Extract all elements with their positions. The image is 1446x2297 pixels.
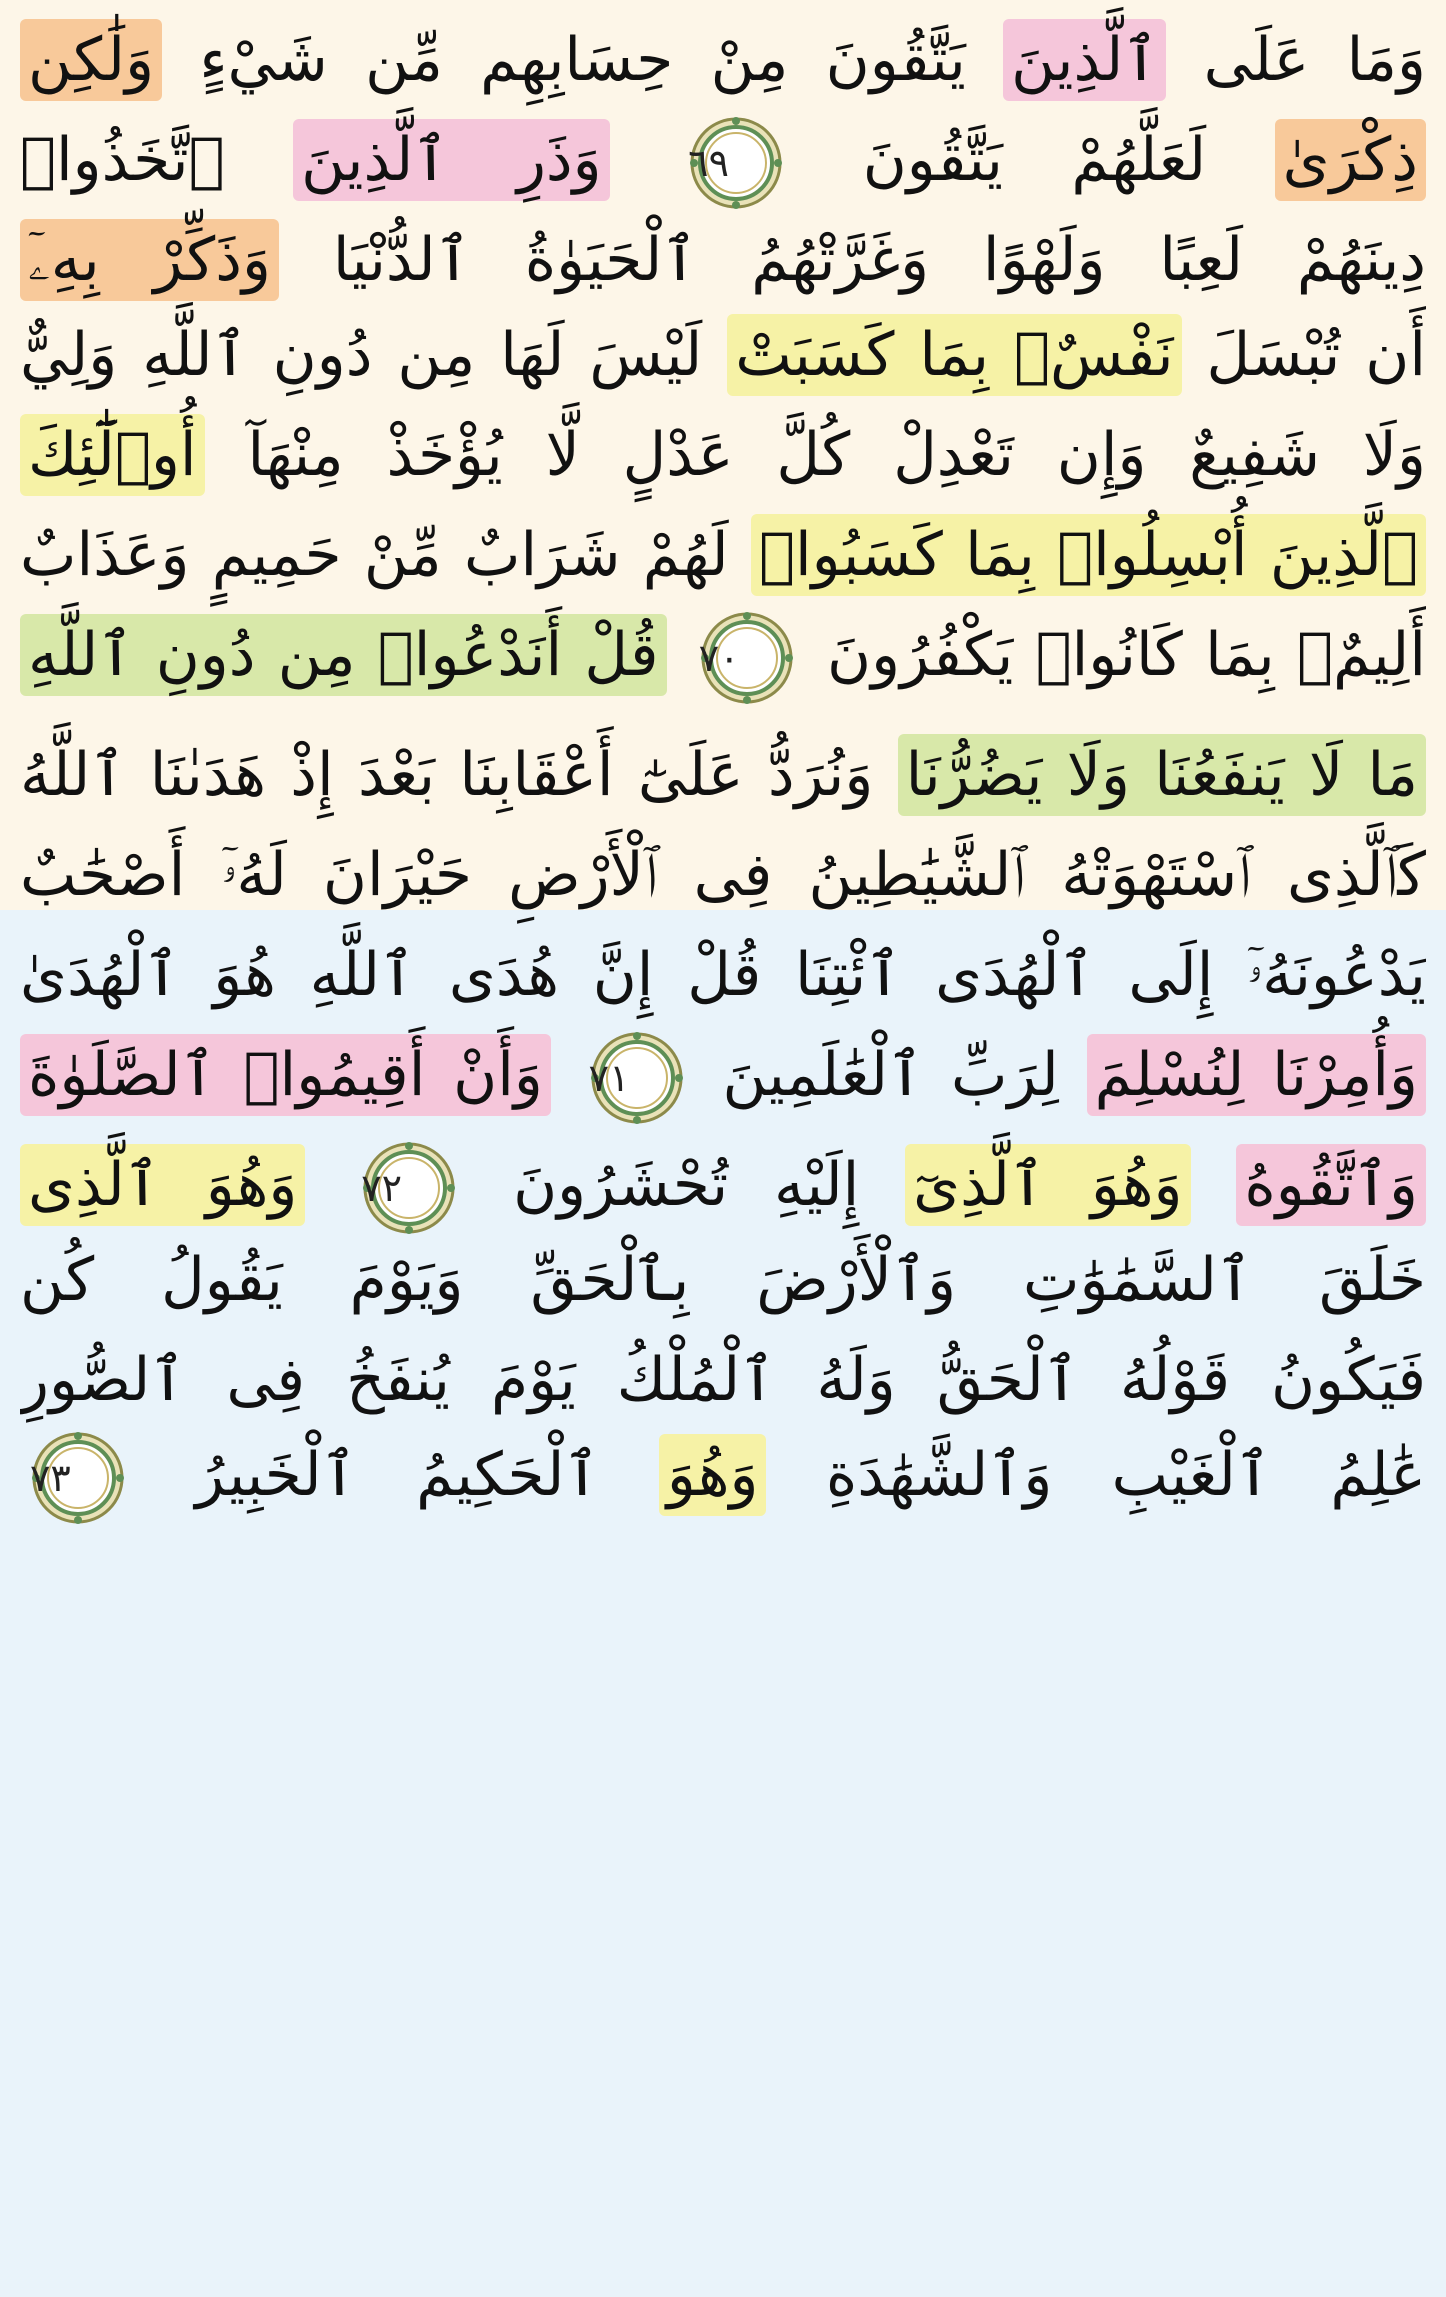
ayah-number: ٦٩ [688, 141, 729, 186]
verse-line [20, 1015, 1426, 1135]
highlighted-phrase-pink: وَأُمِرْنَا لِنُسْلِمَ [1087, 1034, 1426, 1116]
highlighted-phrase-pink: وَذَرِ ٱلَّذِينَ [293, 119, 610, 201]
highlighted-phrase-yellow: أُو۟لَٰٓئِكَ [20, 414, 205, 496]
verse-text: وَمَا عَلَى [1203, 25, 1426, 95]
highlighted-phrase-orange: وَذَكِّرْ بِهِۦٓ [20, 219, 279, 301]
verse-text: لِرَبِّ ٱلْعَٰلَمِينَ [722, 1040, 1059, 1110]
verse-text: لَهُمْ شَرَابٌ مِّنْ حَمِيمٍ وَعَذَابٌ [20, 520, 729, 590]
ayah-end-marker [699, 610, 795, 706]
highlighted-phrase-yellow: ٱلَّذِينَ أُبْسِلُوا۟ بِمَا كَسَبُوا۟ [751, 514, 1426, 596]
highlighted-phrase-green: قُلْ أَنَدْعُوا۟ مِن دُونِ ٱللَّهِ [20, 614, 667, 696]
verse-text: فَيَكُونُ قَوْلُهُ ٱلْحَقُّ وَلَهُ ٱلْمُلْكُ يَوْمَ يُنفَخُ فِى ٱلصُّورِ [20, 1345, 1426, 1415]
verse-text: لَعَلَّهُمْ يَتَّقُونَ [862, 125, 1207, 195]
verse-text: يَدْعُونَهُۥٓ إِلَى ٱلْهُدَى ٱئْتِنَا قُلْ إِنَّ هُدَى ٱللَّهِ هُوَ ٱلْهُدَىٰ [20, 940, 1426, 1010]
ayah-number: ٧٣ [30, 1456, 71, 1501]
verse-text: دِينَهُمْ لَعِبًا وَلَهْوًا وَغَرَّتْهُمُ ٱلْحَيَوٰةُ ٱلدُّنْيَا [332, 225, 1426, 295]
highlighted-phrase-yellow: وَهُوَ [659, 1434, 767, 1516]
verse-text: خَلَقَ ٱلسَّمَٰوَٰتِ وَٱلْأَرْضَ بِٱلْحَقِّ وَيَوْمَ يَقُولُ كُن [20, 1245, 1426, 1315]
ayah-number: ٧١ [588, 1056, 630, 1101]
verse-text: ٱتَّخَذُوا۟ [20, 125, 225, 195]
verse-text: ٱلْحَكِيمُ ٱلْخَبِيرُ [195, 1440, 600, 1510]
highlighted-phrase-pink: ٱلَّذِينَ [1003, 19, 1166, 101]
ayah-number: ٧٠ [698, 636, 740, 681]
verse-text: إِلَيْهِ تُحْشَرُونَ [513, 1150, 860, 1220]
highlighted-phrase-yellow: نَفْسٌۢ بِمَا كَسَبَتْ [727, 314, 1181, 396]
verse-text: أَلِيمٌۢ بِمَا كَانُوا۟ يَكْفُرُونَ [827, 620, 1426, 690]
highlighted-phrase-orange: وَلَٰكِن [20, 19, 162, 101]
highlighted-phrase-pink: وَٱتَّقُوهُ [1236, 1144, 1426, 1226]
highlighted-phrase-yellow: وَهُوَ ٱلَّذِىٓ [905, 1144, 1190, 1226]
verse-text: وَلَا شَفِيعٌ وَإِن تَعْدِلْ كُلَّ عَدْلٍ لَّا يُؤْخَذْ مِنْهَآ [247, 420, 1426, 490]
highlighted-phrase-yellow: وَهُوَ ٱلَّذِى [20, 1144, 305, 1226]
verse-line [20, 595, 1426, 715]
verse-text: وَنُرَدُّ عَلَىٰٓ أَعْقَابِنَا بَعْدَ إِذْ هَدَىٰنَا ٱللَّهُ [20, 740, 874, 810]
ayah-end-marker [30, 1430, 126, 1526]
ayah-number: ٧٢ [361, 1166, 403, 1211]
verse-line [20, 1415, 1426, 1535]
verse-text: أَن تُبْسَلَ [1206, 320, 1426, 390]
ayah-end-marker [589, 1030, 685, 1126]
verse-text: لَيْسَ لَهَا مِن دُونِ ٱللَّهِ وَلِيٌّ [20, 320, 703, 390]
ayah-end-marker [688, 115, 784, 211]
highlighted-phrase-orange: ذِكْرَىٰ [1275, 119, 1426, 201]
highlighted-phrase-pink: وَأَنْ أَقِيمُوا۟ ٱلصَّلَوٰةَ [20, 1034, 551, 1116]
verse-text: عَٰلِمُ ٱلْغَيْبِ وَٱلشَّهَٰدَةِ [825, 1440, 1426, 1510]
verse-text: يَتَّقُونَ مِنْ حِسَابِهِم مِّن شَيْءٍ [199, 25, 966, 95]
highlighted-phrase-green: مَا لَا يَنفَعُنَا وَلَا يَضُرُّنَا [898, 734, 1426, 816]
verse-text: كَٱلَّذِى ٱسْتَهْوَتْهُ ٱلشَّيَٰطِينُ فِى ٱلْأَرْضِ حَيْرَانَ لَهُۥٓ أَصْحَٰبٌ [20, 840, 1426, 910]
